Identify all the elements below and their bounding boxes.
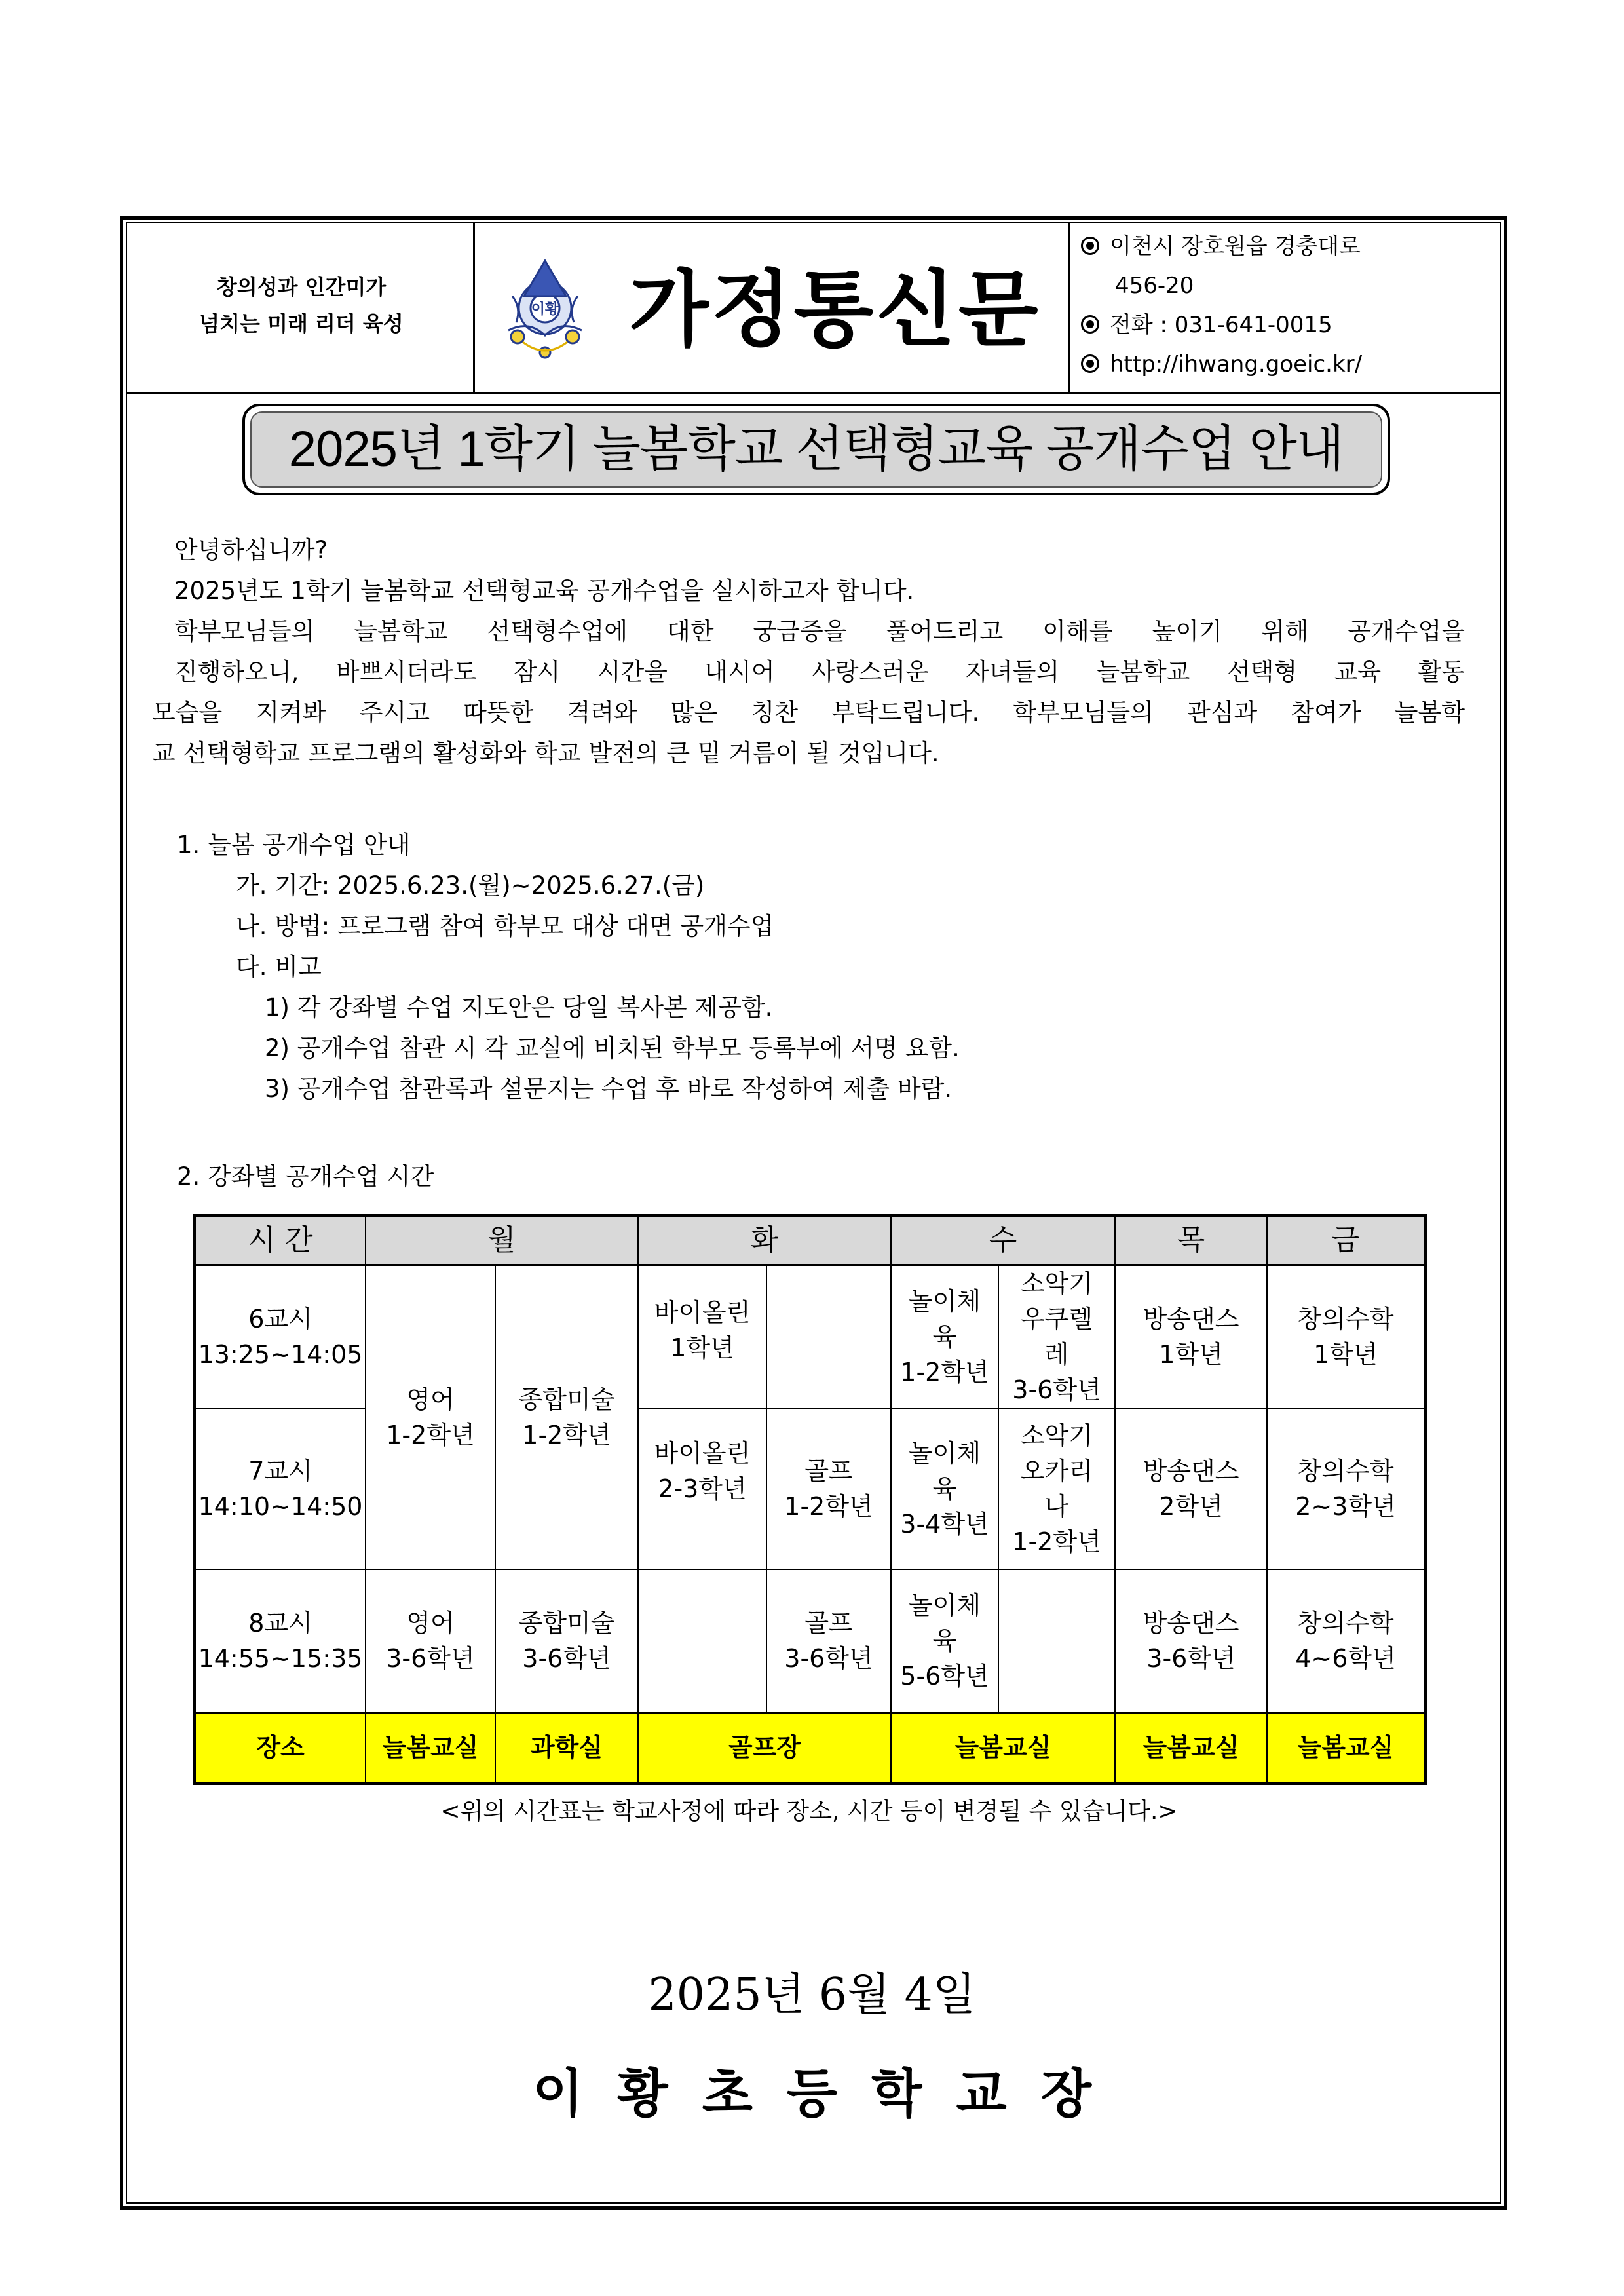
section1-remarks-heading: 다. 비고 [236, 953, 322, 981]
cell-mon-art: 종합미술 3-6학년 [495, 1569, 638, 1713]
intro-line2: 학부모님들의 늘봄학교 선택형수업에 대한 궁금증을 풀어드리고 이해를 높이기 위해 공개수업을 [174, 617, 1465, 645]
cell-mon-art: 종합미술 1-2학년 [495, 1265, 638, 1569]
principal-signature: 이황초등학교장 [533, 2063, 1125, 2124]
cell-wed-pe: 놀이체 육 5-6학년 [891, 1569, 998, 1713]
cell-thu-dance: 방송댄스 3-6학년 [1115, 1569, 1267, 1713]
intro-line4: 모습을 지켜봐 주시고 따뜻한 격려와 많은 칭찬 부탁드립니다. 학부모님들의 관심과 참여가 늘봄학 [152, 698, 1465, 727]
cell-tue-empty [766, 1265, 891, 1408]
table-header-row [195, 1216, 1424, 1265]
header-time: 시 간 [195, 1216, 366, 1265]
intro-line5: 교 선택형학교 프로그램의 활성화와 학교 발전의 큰 밑 거름이 될 것입니다. [152, 739, 939, 767]
cell-time: 8교시 14:55~15:35 [195, 1569, 366, 1713]
logo-text: 이황 [531, 301, 559, 318]
cell-time: 7교시 14:10~14:50 [195, 1409, 366, 1569]
bullet-icon [1081, 237, 1099, 255]
notice-title: 2025년 1학기 늘봄학교 선택형교육 공개수업 안내 [250, 411, 1382, 488]
table-row-period6 [195, 1265, 1424, 1408]
newsletter-title: 가정통신문 [629, 261, 1041, 358]
document-inner-frame [126, 222, 1501, 2204]
cell-place-tue: 골프장 [638, 1713, 891, 1782]
contact-address [1081, 227, 1361, 266]
cell-wed-pe: 놀이체 육 3-4학년 [891, 1409, 998, 1569]
greeting: 안녕하십니까? [174, 536, 328, 564]
header-tue: 화 [638, 1216, 891, 1265]
intro-line1: 2025년도 1학기 늘봄학교 선택형교육 공개수업을 실시하고자 합니다. [174, 577, 915, 605]
section1-remark1: 1) 각 강좌별 수업 지도안은 당일 복사본 제공함. [265, 993, 773, 1022]
cell-tue-violin: 바이올린 2-3학년 [638, 1409, 766, 1569]
cell-mon-english: 영어 1-2학년 [366, 1265, 495, 1569]
cell-thu-dance: 방송댄스 2학년 [1115, 1409, 1267, 1569]
school-motto-line1: 창의성과 인간미가 [216, 275, 387, 299]
contact-website[interactable] [1081, 345, 1362, 384]
schedule-note: <위의 시간표는 학교사정에 따라 장소, 시간 등이 변경될 수 있습니다.> [440, 1798, 1178, 1825]
issue-date: 2025년 6월 4일 [648, 1969, 976, 2021]
cell-time: 6교시 13:25~14:05 [195, 1265, 366, 1408]
cell-fri-math: 창의수학 4~6학년 [1267, 1569, 1424, 1713]
section1-remark2: 2) 공개수업 참관 시 각 교실에 비치된 학부모 등록부에 서명 요함. [265, 1034, 960, 1062]
cell-place-wed: 늘봄교실 [891, 1713, 1115, 1782]
cell-tue-empty [638, 1569, 766, 1713]
header-mon: 월 [366, 1216, 638, 1265]
cell-mon-english: 영어 3-6학년 [366, 1569, 495, 1713]
cell-fri-math: 창의수학 2~3학년 [1267, 1409, 1424, 1569]
cell-fri-math: 창의수학 1학년 [1267, 1265, 1424, 1408]
header-fri: 금 [1267, 1216, 1424, 1265]
address-line2: 456-20 [1115, 273, 1194, 299]
cell-wed-empty [998, 1569, 1115, 1713]
header-thu: 목 [1115, 1216, 1267, 1265]
cell-tue-golf: 골프 1-2학년 [766, 1409, 891, 1569]
header-divider-left [473, 222, 475, 394]
schedule-table [195, 1215, 1425, 1783]
cell-tue-violin: 바이올린 1학년 [638, 1265, 766, 1408]
header-wed: 수 [891, 1216, 1115, 1265]
cell-place-mon-b: 과학실 [495, 1713, 638, 1782]
cell-thu-dance: 방송댄스 1학년 [1115, 1265, 1267, 1408]
cell-place-thu: 늘봄교실 [1115, 1713, 1267, 1782]
cell-tue-golf: 골프 3-6학년 [766, 1569, 891, 1713]
bullet-icon [1081, 354, 1099, 373]
cell-place-fri: 늘봄교실 [1267, 1713, 1424, 1782]
section1-method: 나. 방법: 프로그램 참여 학부모 대상 대면 공개수업 [236, 912, 774, 940]
bullet-icon [1081, 315, 1099, 334]
section1-heading: 1. 늘봄 공개수업 안내 [177, 831, 411, 859]
section2-heading: 2. 강좌별 공개수업 시간 [177, 1162, 434, 1191]
address-line1: 이천시 장호원읍 경충대로 [1110, 233, 1361, 259]
contact-phone [1081, 305, 1332, 345]
cell-place-mon-a: 늘봄교실 [366, 1713, 495, 1782]
intro-line3: 진행하오니, 바쁘시더라도 잠시 시간을 내시어 사랑스러운 자녀들의 늘봄학교 선택형 교육 활동 [174, 658, 1465, 686]
table-row-period8 [195, 1569, 1424, 1713]
section1-remark3: 3) 공개수업 참관록과 설문지는 수업 후 바로 작성하여 제출 바람. [265, 1075, 953, 1103]
section1-period: 가. 기간: 2025.6.23.(월)~2025.6.27.(금) [236, 871, 705, 900]
school-motto-line2: 넘치는 미래 리더 육성 [199, 311, 404, 336]
cell-wed-ukulele: 소악기 우쿠렐 레 3-6학년 [998, 1265, 1115, 1408]
cell-wed-pe: 놀이체 육 1-2학년 [891, 1265, 998, 1408]
school-logo [503, 257, 587, 359]
cell-wed-ocarina: 소악기 오카리 나 1-2학년 [998, 1409, 1115, 1569]
cell-place-label: 장소 [195, 1713, 366, 1782]
header-divider [126, 392, 1501, 394]
table-row-place [195, 1713, 1424, 1782]
website-link[interactable]: http://ihwang.goeic.kr/ [1110, 351, 1363, 377]
phone-text: 전화 : 031-641-0015 [1110, 312, 1332, 338]
